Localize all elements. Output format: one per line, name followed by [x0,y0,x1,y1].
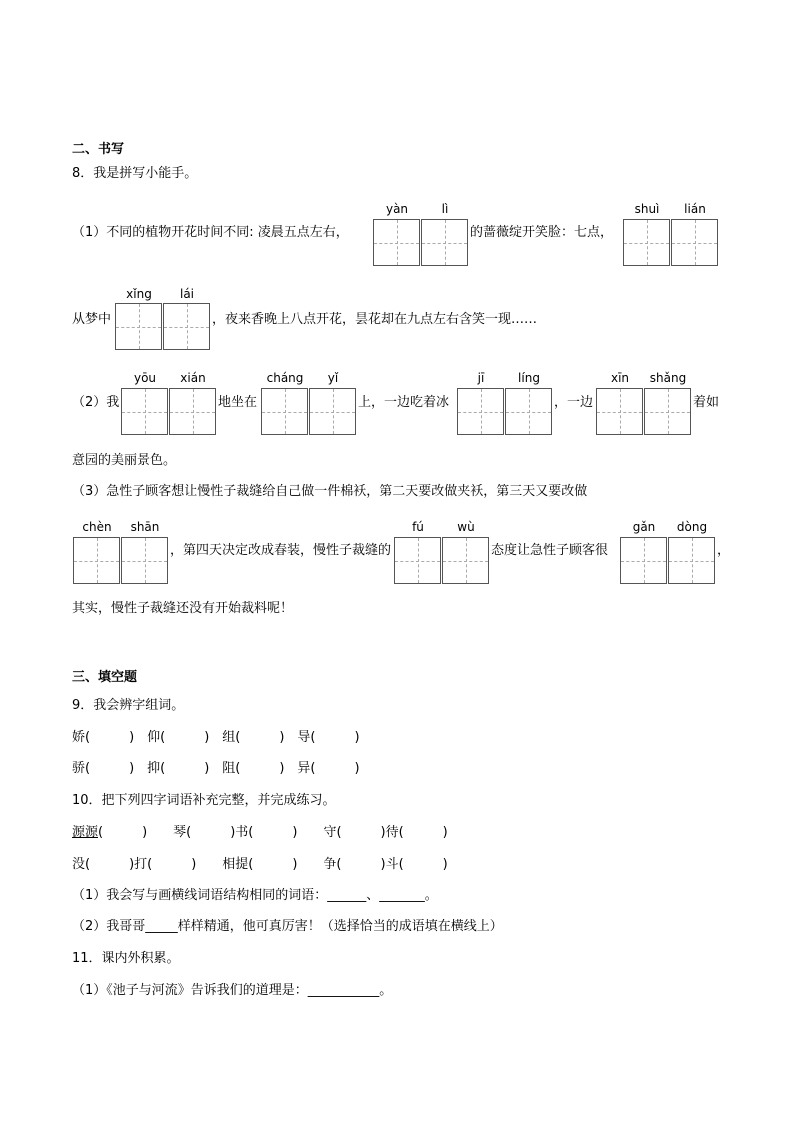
writing-box[interactable] [115,303,162,350]
pinyin-label: líng [518,371,540,385]
text-line: ，夜来香晚上八点开花，昙花却在九点左右含笑一现…… [212,312,538,327]
writing-box[interactable] [505,388,552,435]
pinyin-label: lái [179,287,195,301]
section-heading: 三、填空题 [72,670,138,685]
word-row: 骄( ) 抑( ) 阻( ) 异( ) [72,761,360,776]
writing-box[interactable] [596,388,643,435]
pinyin-label: wù [457,520,475,534]
word-row: 娇( ) 仰( ) 组( ) 导( ) [72,730,360,745]
writing-box[interactable] [421,219,468,266]
underlined-word: 源源 [72,825,99,840]
pinyin-label: fú [412,520,424,534]
pinyin-label: gǎn [632,520,656,534]
writing-box[interactable] [121,537,168,584]
writing-box[interactable] [309,388,356,435]
writing-box[interactable] [163,303,210,350]
pinyin-label: lì [441,202,449,216]
writing-box[interactable] [668,537,715,584]
sub-question: （2）我哥哥_____样样精通，他可真厉害！（选择恰当的成语填在横线上） [72,919,503,934]
text-line: 从梦中 [72,312,112,327]
text-line: 上，一边吃着冰 [358,395,450,410]
text-line: 意园的美丽景色。 [72,453,177,468]
writing-box[interactable] [644,388,691,435]
text-line: （2）我 [72,395,120,410]
writing-box[interactable] [73,537,120,584]
pinyin-label: chèn [82,520,112,534]
writing-box[interactable] [169,388,216,435]
text-line: 着如 [693,395,720,410]
pinyin-label: xǐng [126,287,152,301]
pinyin-label: jī [477,371,485,385]
text-line: ，第四天决定改成春装，慢性子裁缝的 [170,543,392,558]
text-line: 其实，慢性子裁缝还没有开始裁料呢！ [72,601,294,616]
question-11: 11．课内外积累。 [72,951,180,966]
question-10: 10．把下列四字词语补充完整，并完成练习。 [72,793,336,808]
text-line: （3）急性子顾客想让慢性子裁缝给自己做一件棉袄，第二天要改做夹袄，第三天又要改做 [72,484,588,499]
text-line: ， [717,543,731,558]
writing-box[interactable] [394,537,441,584]
word-row: 没( )打( ) 相提( ) 争( )斗( ) [72,857,448,872]
text-line: 态度让急性子顾客很 [491,543,609,558]
text-line: 地坐在 [218,395,258,410]
writing-box[interactable] [373,219,420,266]
writing-box[interactable] [671,219,718,266]
word-row-rest: ( ) 琴( )书( ) 守( )待( ) [98,825,448,840]
pinyin-label: shǎng [649,371,687,385]
pinyin-label: xīn [610,371,630,385]
sub-question: （1）我会写与画横线词语结构相同的词语：______、_______。 [72,888,438,903]
pinyin-label: xián [180,371,206,385]
pinyin-label: yǐ [327,371,339,385]
question-9: 9．我会辨字组词。 [72,698,185,713]
text-line: ，一边 [554,395,594,410]
section-heading: 二、书写 [72,142,125,157]
pinyin-label: cháng [266,371,304,385]
writing-box[interactable] [261,388,308,435]
writing-box[interactable] [121,388,168,435]
writing-box[interactable] [623,219,670,266]
word-row [72,824,448,842]
sub-question: （1）《池子与河流》告诉我们的道理是：___________。 [72,983,393,998]
writing-box[interactable] [457,388,504,435]
pinyin-label: dòng [676,520,708,534]
pinyin-label: shān [130,520,160,534]
pinyin-label: yàn [385,202,409,216]
pinyin-label: shuì [634,202,660,216]
pinyin-label: lián [684,202,706,216]
writing-box[interactable] [442,537,489,584]
question-8: 8．我是拼写小能手。 [72,166,198,181]
writing-box[interactable] [620,537,667,584]
text-line: 的蔷薇绽开笑脸：七点， [470,225,614,240]
text-line: （1）不同的植物开花时间不同: 凌晨五点左右， [72,225,349,240]
pinyin-label: yōu [133,371,157,385]
